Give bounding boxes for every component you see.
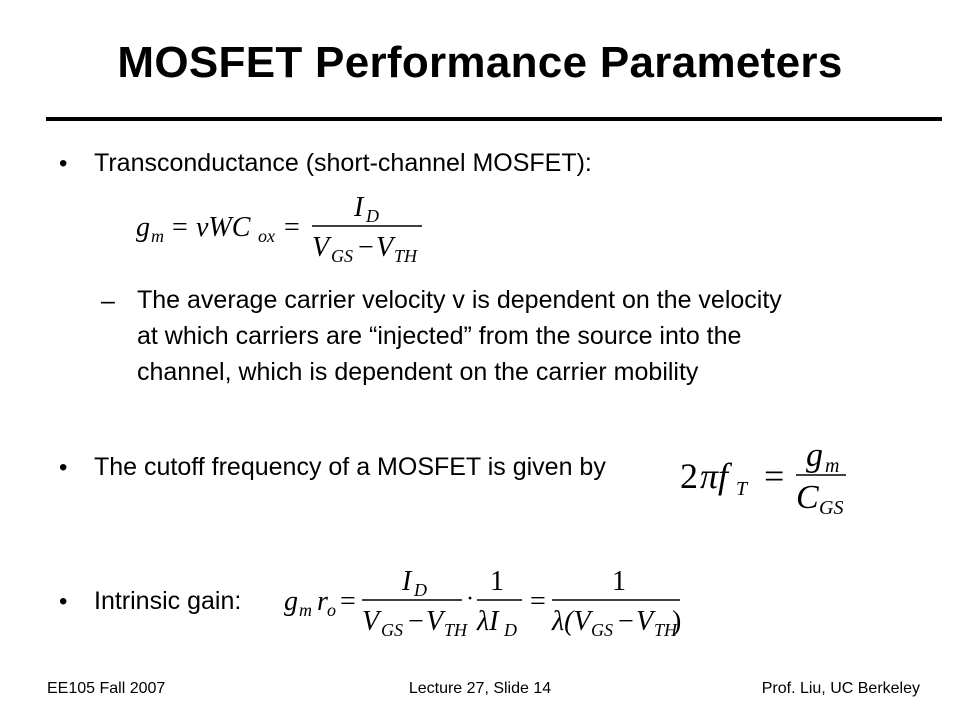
bullet-dot: • bbox=[59, 588, 68, 615]
footer-course: EE105 Fall 2007 bbox=[47, 680, 166, 697]
svg-text:1: 1 bbox=[490, 566, 504, 597]
svg-text:GS: GS bbox=[331, 246, 353, 266]
svg-text:C: C bbox=[796, 479, 819, 516]
svg-text:V: V bbox=[362, 606, 380, 637]
intrinsic-gain-formula bbox=[282, 560, 692, 640]
svg-text:GS: GS bbox=[591, 620, 613, 640]
svg-text:g: g bbox=[806, 437, 823, 474]
svg-text:ox: ox bbox=[258, 226, 275, 246]
svg-text:−: − bbox=[408, 606, 424, 637]
svg-text:−: − bbox=[618, 606, 634, 637]
svg-text:λI: λI bbox=[477, 606, 499, 637]
svg-text:2: 2 bbox=[680, 456, 698, 496]
sub-bullet-dash: – bbox=[101, 287, 115, 315]
svg-text:m: m bbox=[825, 455, 840, 477]
svg-text:g: g bbox=[136, 212, 150, 243]
svg-text:λ(V: λ(V bbox=[552, 606, 591, 637]
svg-text:GS: GS bbox=[381, 620, 403, 640]
sub-bullet-velocity bbox=[137, 282, 917, 390]
bullet-dot: • bbox=[59, 454, 68, 481]
sub-bullet-line: at which carriers are “injected” from the source into the bbox=[137, 322, 742, 350]
svg-text:=: = bbox=[530, 586, 546, 617]
svg-text:o: o bbox=[327, 600, 336, 620]
svg-text:g: g bbox=[284, 586, 298, 617]
svg-text:πf: πf bbox=[700, 456, 729, 496]
svg-text:TH: TH bbox=[444, 620, 468, 640]
svg-text:1: 1 bbox=[612, 566, 626, 597]
svg-text:T: T bbox=[736, 478, 748, 500]
bullet-dot: • bbox=[59, 150, 68, 177]
bullet-transconductance: Transconductance (short-channel MOSFET): bbox=[94, 149, 592, 177]
svg-text:D: D bbox=[366, 206, 379, 226]
sub-bullet-line: channel, which is dependent on the carrier mobility bbox=[137, 358, 699, 386]
svg-text:=: = bbox=[340, 586, 356, 617]
footer-slide-number: Lecture 27, Slide 14 bbox=[408, 680, 552, 697]
title-underline bbox=[46, 117, 942, 121]
svg-text:m: m bbox=[299, 600, 312, 620]
svg-text:): ) bbox=[672, 606, 682, 637]
svg-text:V: V bbox=[312, 232, 330, 263]
svg-text:TH: TH bbox=[394, 246, 418, 266]
bullet-intrinsic-gain: Intrinsic gain: bbox=[94, 587, 242, 615]
svg-text:V: V bbox=[636, 606, 654, 637]
svg-text:=: = bbox=[764, 456, 785, 496]
cutoff-frequency-formula bbox=[678, 428, 858, 520]
svg-text:I: I bbox=[354, 192, 364, 223]
slide-title: MOSFET Performance Parameters bbox=[117, 38, 843, 87]
bullet-cutoff-frequency: The cutoff frequency of a MOSFET is given by bbox=[94, 453, 606, 481]
svg-text:·: · bbox=[466, 586, 474, 612]
transconductance-formula bbox=[134, 186, 434, 266]
svg-text:=: = bbox=[284, 212, 300, 243]
svg-text:GS: GS bbox=[819, 497, 844, 519]
svg-text:TH: TH bbox=[654, 620, 678, 640]
svg-text:I: I bbox=[402, 566, 412, 597]
svg-text:−: − bbox=[358, 232, 374, 263]
svg-text:r: r bbox=[317, 586, 328, 617]
sub-bullet-line: The average carrier velocity v is dependent on the velocity bbox=[137, 286, 782, 314]
svg-text:V: V bbox=[426, 606, 444, 637]
svg-text:D: D bbox=[414, 580, 427, 600]
svg-text:vWC: vWC bbox=[196, 212, 251, 243]
svg-text:=: = bbox=[172, 212, 188, 243]
svg-text:m: m bbox=[151, 226, 164, 246]
footer-author: Prof. Liu, UC Berkeley bbox=[761, 680, 920, 697]
svg-text:D: D bbox=[504, 620, 517, 640]
svg-text:V: V bbox=[376, 232, 394, 263]
